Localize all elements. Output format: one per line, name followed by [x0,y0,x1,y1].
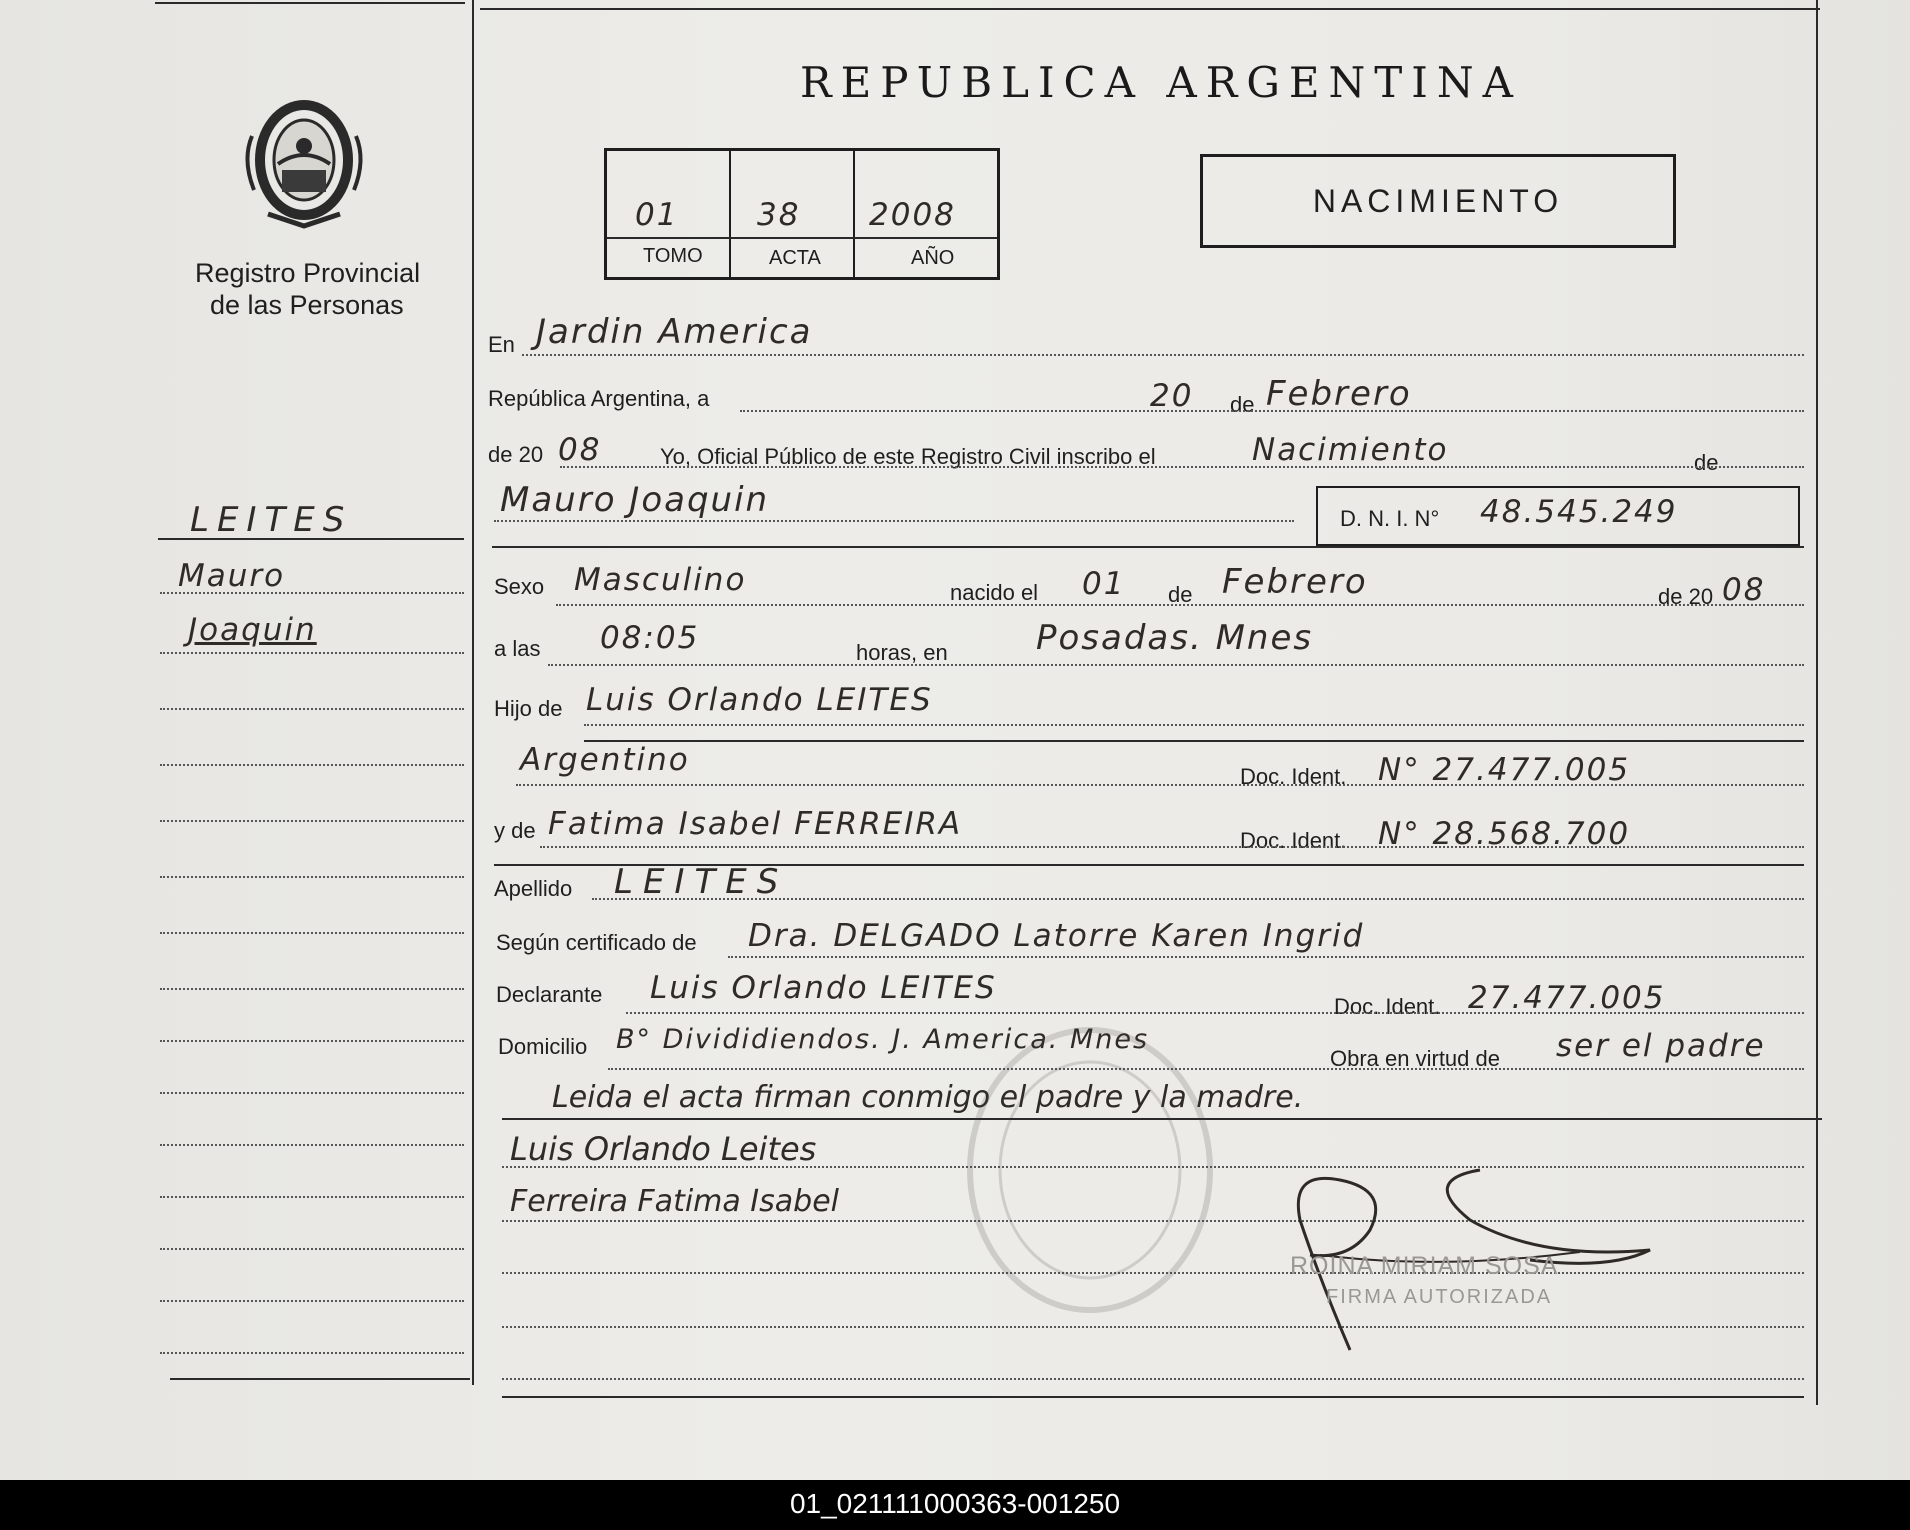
scan-id-bar [0,1480,1910,1530]
signature-mother: Ferreira Fatima Isabel [510,1184,840,1219]
label-de-1: de [1230,392,1255,417]
left-column-divider [472,0,474,1385]
acta-label: ACTA [769,247,821,269]
label-hijo-de: Hijo de [494,696,563,721]
label-doc-ident-1: Doc. Ident. [1240,764,1347,789]
value-sexo: Masculino [574,562,747,598]
value-nac-anio: 08 [1722,572,1766,608]
country-title: REPUBLICA ARGENTINA [800,58,1522,107]
margin-surname: LEITES [190,500,353,540]
value-mes: Febrero [1266,374,1412,414]
scan-id-label: 01_021111000363-001250 [789,1488,1121,1519]
anio-value: 2008 [869,197,956,233]
value-nac-dia: 01 [1082,566,1126,602]
top-rule-right [480,8,1820,10]
value-nac-mes: Febrero [1222,562,1368,602]
value-madre-doc: N° 28.568.700 [1378,816,1631,852]
right-page-border [1816,0,1818,1405]
label-yo-oficial: Yo, Oficial Público de este Registro Civil inscribo el [660,444,1156,469]
label-obra: Obra en virtud de [1330,1046,1500,1071]
stamp-name: ROINA MIRIAM SOSA [1290,1252,1559,1280]
registry-name-line2: de las Personas [210,290,404,320]
value-inscribo: Nacimiento [1252,432,1449,468]
label-de-3: de [1168,582,1193,607]
label-sexo: Sexo [494,574,545,599]
stamp-role: FIRMA AUTORIZADA [1326,1286,1553,1308]
value-apellido: LEITES [614,862,789,902]
value-nombre: Mauro Joaquin [500,480,770,520]
value-obra: ser el padre [1556,1028,1766,1064]
official-seal-icon [960,1020,1220,1320]
label-en: En [488,332,515,357]
act-type-box [1200,154,1676,248]
value-lugar: Jardin America [536,312,813,352]
value-dia: 20 [1150,378,1194,414]
label-segun: Según certificado de [496,930,697,955]
provincial-crest-icon [238,86,370,232]
tomo-label: TOMO [643,245,703,267]
label-dni: D. N. I. N° [1340,506,1440,531]
margin-name1: Mauro [178,558,286,594]
label-republica: República Argentina, a [488,386,710,411]
value-certificado: Dra. DELGADO Latorre Karen Ingrid [748,918,1365,954]
margin-bottom-rule [170,1378,470,1380]
label-domicilio: Domicilio [498,1034,588,1059]
registry-name-line1: Registro Provincial [195,258,421,288]
tomo-value: 01 [635,197,679,233]
value-anio: 08 [558,432,602,468]
label-horas-en: horas, en [856,640,948,665]
value-nota: Leida el acta firman conmigo el padre y la madre. [552,1080,1304,1115]
act-type-label: NACIMIENTO [1312,183,1564,219]
record-number-box [604,148,1000,280]
value-dni: 48.545.249 [1480,494,1678,530]
anio-label: AÑO [911,247,955,269]
label-de-2: de [1694,450,1719,475]
value-hora: 08:05 [600,620,700,656]
top-rule-left [155,2,465,4]
value-padre: Luis Orlando LEITES [586,682,933,718]
margin-surname-rule [158,538,464,540]
acta-value: 38 [757,197,801,233]
signature-father: Luis Orlando Leites [510,1130,817,1168]
dni-box [1316,486,1800,546]
label-de-20: de 20 [488,442,544,467]
label-doc-ident-2: Doc. Ident. [1240,828,1347,853]
value-lugar-nac: Posadas. Mnes [1036,618,1314,658]
value-padre-doc: N° 27.477.005 [1378,752,1631,788]
label-doc-ident-3: Doc. Ident. [1334,994,1441,1019]
margin-name2: Joaquin [188,612,317,648]
value-madre: Fatima Isabel FERREIRA [548,806,963,842]
label-y-de: y de [494,818,536,843]
label-nacido-el: nacido el [950,580,1039,605]
value-declarante-doc: 27.477.005 [1468,980,1666,1016]
value-padre-nac: Argentino [520,742,690,778]
value-domicilio: B° Divididiendos. J. America. Mnes [616,1024,1150,1055]
label-apellido: Apellido [494,876,573,901]
label-declarante: Declarante [496,982,603,1007]
label-de-20b: de 20 [1658,584,1714,609]
label-a-las: a las [494,636,541,661]
value-declarante: Luis Orlando LEITES [650,970,997,1006]
